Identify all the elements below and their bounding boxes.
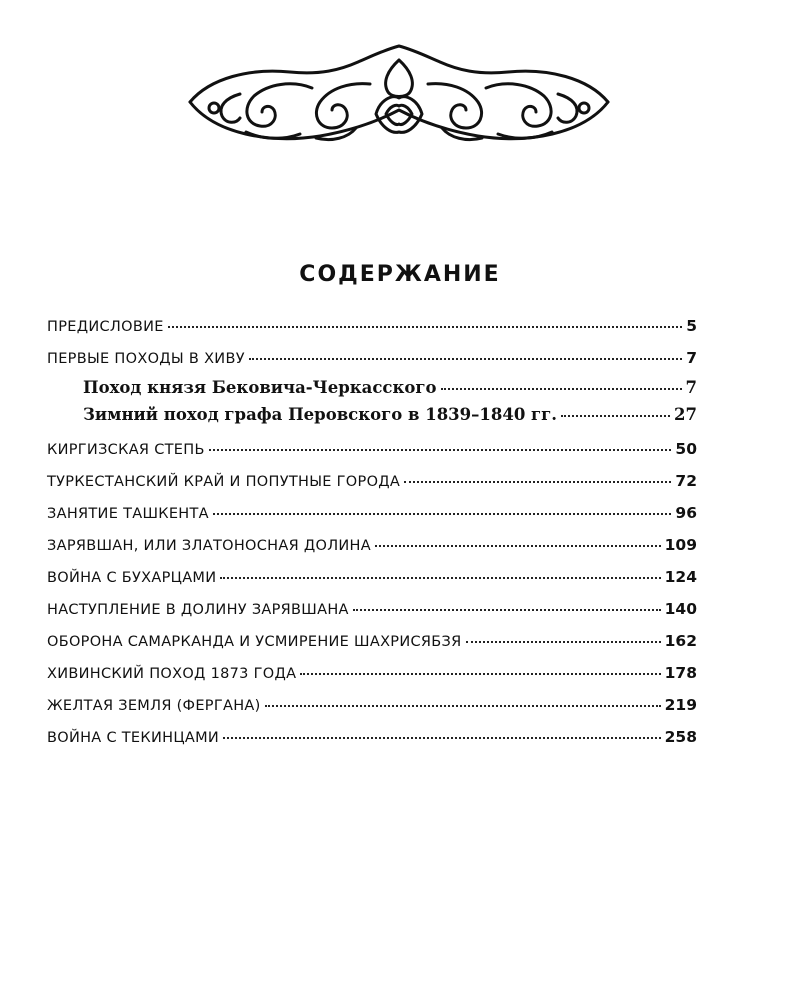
dot-leader bbox=[375, 544, 661, 547]
toc-page-number: 7 bbox=[685, 378, 697, 397]
toc-entry-title: ВОЙНА С БУХАРЦАМИ bbox=[47, 570, 217, 586]
dot-leader bbox=[220, 576, 660, 579]
toc-entry[interactable] bbox=[47, 465, 697, 497]
toc-entry-title: ПРЕДИСЛОВИЕ bbox=[47, 319, 164, 335]
toc-entry[interactable] bbox=[47, 689, 697, 721]
toc-entry[interactable] bbox=[47, 497, 697, 529]
dot-leader bbox=[249, 357, 682, 360]
dot-leader bbox=[466, 640, 661, 643]
table-of-contents bbox=[47, 310, 697, 753]
toc-page-number: 124 bbox=[664, 568, 697, 586]
toc-entry-title: Поход князя Бековича-Черкасского bbox=[83, 378, 437, 397]
toc-entry-title: ЖЕЛТАЯ ЗЕМЛЯ (ФЕРГАНА) bbox=[47, 698, 261, 714]
toc-page-number: 162 bbox=[664, 632, 697, 650]
toc-page-number: 219 bbox=[664, 696, 697, 714]
toc-entry-title: ЗАРЯВШАН, ИЛИ ЗЛАТОНОСНАЯ ДОЛИНА bbox=[47, 538, 371, 554]
dot-leader bbox=[168, 325, 683, 328]
toc-entry-title: ОБОРОНА САМАРКАНДА И УСМИРЕНИЕ ШАХРИСЯБЗЯ bbox=[47, 634, 462, 650]
toc-entry[interactable] bbox=[47, 433, 697, 465]
toc-page-number: 96 bbox=[675, 504, 697, 522]
toc-page-number: 50 bbox=[675, 440, 697, 458]
toc-page-number: 109 bbox=[664, 536, 697, 554]
dot-leader bbox=[353, 608, 661, 611]
toc-page-number: 72 bbox=[675, 472, 697, 490]
toc-entry-title: КИРГИЗСКАЯ СТЕПЬ bbox=[47, 442, 205, 458]
dot-leader bbox=[404, 480, 671, 483]
toc-entry[interactable] bbox=[47, 657, 697, 689]
toc-entry-title: ЗАНЯТИЕ ТАШКЕНТА bbox=[47, 506, 209, 522]
toc-page-number: 178 bbox=[664, 664, 697, 682]
toc-entry-title: ТУРКЕСТАНСКИЙ КРАЙ И ПОПУТНЫЕ ГОРОДА bbox=[47, 474, 401, 490]
toc-entry-title: ВОЙНА С ТЕКИНЦАМИ bbox=[47, 730, 220, 746]
ornament-icon bbox=[180, 44, 618, 154]
toc-entry[interactable] bbox=[47, 342, 697, 374]
toc-subentry[interactable] bbox=[47, 374, 697, 401]
dot-leader bbox=[561, 414, 670, 417]
toc-entry[interactable] bbox=[47, 310, 697, 342]
toc-entry[interactable] bbox=[47, 529, 697, 561]
toc-entry-title: Зимний поход графа Перовского в 1839–1840 гг. bbox=[83, 405, 558, 424]
toc-entry[interactable] bbox=[47, 593, 697, 625]
toc-page-number: 140 bbox=[664, 600, 697, 618]
toc-entry-title: НАСТУПЛЕНИЕ В ДОЛИНУ ЗАРЯВШАНА bbox=[47, 602, 349, 618]
toc-page-number: 27 bbox=[674, 405, 697, 424]
dot-leader bbox=[441, 387, 682, 390]
toc-entry-title: ПЕРВЫЕ ПОХОДЫ В ХИВУ bbox=[47, 351, 245, 367]
toc-entry-title: ХИВИНСКИЙ ПОХОД 1873 ГОДА bbox=[47, 666, 297, 682]
toc-entry[interactable] bbox=[47, 721, 697, 753]
dot-leader bbox=[209, 448, 672, 451]
toc-subentry[interactable] bbox=[47, 401, 697, 428]
dot-leader bbox=[223, 736, 661, 739]
page-title: СОДЕРЖАНИЕ bbox=[299, 262, 501, 287]
toc-page-number: 258 bbox=[664, 728, 697, 746]
dot-leader bbox=[300, 672, 660, 675]
dot-leader bbox=[265, 704, 661, 707]
toc-entry[interactable] bbox=[47, 625, 697, 657]
dot-leader bbox=[213, 512, 672, 515]
toc-page-number: 5 bbox=[686, 317, 697, 335]
toc-entry[interactable] bbox=[47, 561, 697, 593]
toc-page-number: 7 bbox=[686, 349, 697, 367]
